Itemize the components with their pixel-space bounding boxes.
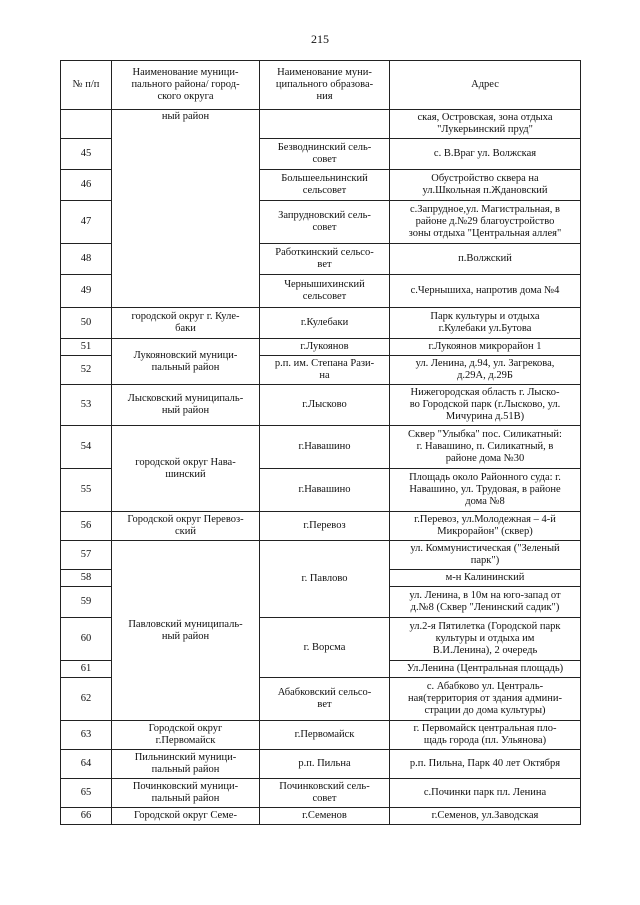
row-num: 48	[61, 244, 112, 275]
row-num	[61, 110, 112, 139]
district-cell: Лысковский муниципаль- ный район	[112, 385, 260, 426]
municipality-cell: р.п. им. Степана Рази- на	[260, 356, 390, 385]
address-cell: п.Волжский	[390, 244, 581, 275]
table-row	[61, 721, 581, 750]
address-cell: ская, Островская, зона отдыха "Лукерьинский пруд"	[390, 110, 581, 139]
address-cell: Сквер "Улыбка" пос. Силикатный: г. Навашино, п. Силикатный, в районе дома №30	[390, 426, 581, 469]
district-cell: ный район	[112, 110, 260, 308]
table-row	[61, 385, 581, 426]
header-address: Адрес	[390, 61, 581, 110]
row-num: 60	[61, 618, 112, 661]
table-row	[61, 308, 581, 339]
address-cell: с. В.Враг ул. Волжская	[390, 139, 581, 170]
district-cell: Павловский муниципаль- ный район	[112, 541, 260, 721]
table-row	[61, 779, 581, 808]
address-cell: Нижегородская область г. Лыско- во Городской парк (г.Лысково, ул. Мичурина д.51В)	[390, 385, 581, 426]
row-num: 54	[61, 426, 112, 469]
row-num: 65	[61, 779, 112, 808]
table-row	[61, 512, 581, 541]
address-cell: ул.2-я Пятилетка (Городской парк культуры и отдыха им В.И.Ленина), 2 очередь	[390, 618, 581, 661]
table-row	[61, 750, 581, 779]
address-cell: ул. Ленина, д.94, ул. Загрекова, д.29А, д.29Б	[390, 356, 581, 385]
district-cell: Починковский муници- пальный район	[112, 779, 260, 808]
row-num: 57	[61, 541, 112, 570]
municipality-cell: г.Кулебаки	[260, 308, 390, 339]
header-district: Наименование муници- пального района/ город- ского округа	[112, 61, 260, 110]
municipality-cell: г.Навашино	[260, 426, 390, 469]
municipality-cell: г.Перевоз	[260, 512, 390, 541]
address-cell: ул. Коммунистическая ("Зеленый парк")	[390, 541, 581, 570]
address-cell: с.Запрудное,ул. Магистральная, в районе д.№29 благоустройство зоны отдыха "Центральная аллея"	[390, 201, 581, 244]
address-cell: с.Починки парк пл. Ленина	[390, 779, 581, 808]
row-num: 51	[61, 339, 112, 356]
address-cell: ул. Ленина, в 10м на юго-запад от д.№8 (Сквер "Ленинский садик")	[390, 587, 581, 618]
row-num: 55	[61, 469, 112, 512]
address-cell: с. Абабково ул. Централь- ная(территория от здания админи- страции до дома культуры)	[390, 678, 581, 721]
row-num: 49	[61, 275, 112, 308]
municipality-cell: Работкинский сельсо- вет	[260, 244, 390, 275]
row-num: 59	[61, 587, 112, 618]
municipality-cell: Запрудновский сель- совет	[260, 201, 390, 244]
row-num: 66	[61, 808, 112, 825]
page-number: 215	[311, 32, 329, 46]
address-cell: р.п. Пильна, Парк 40 лет Октября	[390, 750, 581, 779]
address-cell: Парк культуры и отдыха г.Кулебаки ул.Бутова	[390, 308, 581, 339]
address-cell: г.Лукоянов микрорайон 1	[390, 339, 581, 356]
municipality-cell: г.Лысково	[260, 385, 390, 426]
municipality-cell: Чернышихинский сельсовет	[260, 275, 390, 308]
district-cell: Городской округ г.Первомайск	[112, 721, 260, 750]
address-cell: Площадь около Районного суда: г. Навашино, ул. Трудовая, в районе дома №8	[390, 469, 581, 512]
table-row	[61, 110, 581, 139]
row-num: 61	[61, 661, 112, 678]
row-num: 46	[61, 170, 112, 201]
district-cell: Лукояновский муници- пальный район	[112, 339, 260, 385]
municipality-cell: Абабковский сельсо- вет	[260, 678, 390, 721]
district-cell: Городской округ Семе-	[112, 808, 260, 825]
address-cell: Обустройство сквера на ул.Школьная п.Ждановский	[390, 170, 581, 201]
address-cell: Ул.Ленина (Центральная площадь)	[390, 661, 581, 678]
table-row	[61, 541, 581, 570]
row-num: 52	[61, 356, 112, 385]
row-num: 53	[61, 385, 112, 426]
municipality-cell: г.Лукоянов	[260, 339, 390, 356]
row-num: 64	[61, 750, 112, 779]
municipality-cell: Большеельнинский сельсовет	[260, 170, 390, 201]
district-cell: Городской округ Перевоз- ский	[112, 512, 260, 541]
address-cell: м-н Калининский	[390, 570, 581, 587]
header-num: № п/п	[61, 61, 112, 110]
municipality-cell: г.Первомайск	[260, 721, 390, 750]
address-cell: г.Семенов, ул.Заводская	[390, 808, 581, 825]
district-cell: Пильнинский муници- пальный район	[112, 750, 260, 779]
municipality-cell: г. Ворсма	[260, 618, 390, 678]
row-num: 45	[61, 139, 112, 170]
municipality-cell: Починковский сель- совет	[260, 779, 390, 808]
municipality-cell: р.п. Пильна	[260, 750, 390, 779]
row-num: 62	[61, 678, 112, 721]
district-cell: городской округ г. Куле- баки	[112, 308, 260, 339]
municipality-cell: г.Навашино	[260, 469, 390, 512]
table-header	[61, 61, 581, 110]
row-num: 47	[61, 201, 112, 244]
municipality-cell: г. Павлово	[260, 541, 390, 618]
address-cell: г.Перевоз, ул.Молодежная – 4-й Микрорайон" (сквер)	[390, 512, 581, 541]
row-num: 58	[61, 570, 112, 587]
address-cell: г. Первомайск центральная пло- щадь города (пл. Ульянова)	[390, 721, 581, 750]
row-num: 56	[61, 512, 112, 541]
row-num: 50	[61, 308, 112, 339]
district-cell: городской округ Нава- шинский	[112, 426, 260, 512]
header-municipality: Наименование муни- ципального образова- ния	[260, 61, 390, 110]
municipality-cell: Безводнинский сель- совет	[260, 139, 390, 170]
table-row	[61, 339, 581, 356]
table-row	[61, 426, 581, 469]
municipality-cell: г.Семенов	[260, 808, 390, 825]
municipality-cell	[260, 110, 390, 139]
parks-table	[60, 60, 581, 825]
table-row	[61, 808, 581, 825]
row-num: 63	[61, 721, 112, 750]
address-cell: с.Чернышиха, напротив дома №4	[390, 275, 581, 308]
